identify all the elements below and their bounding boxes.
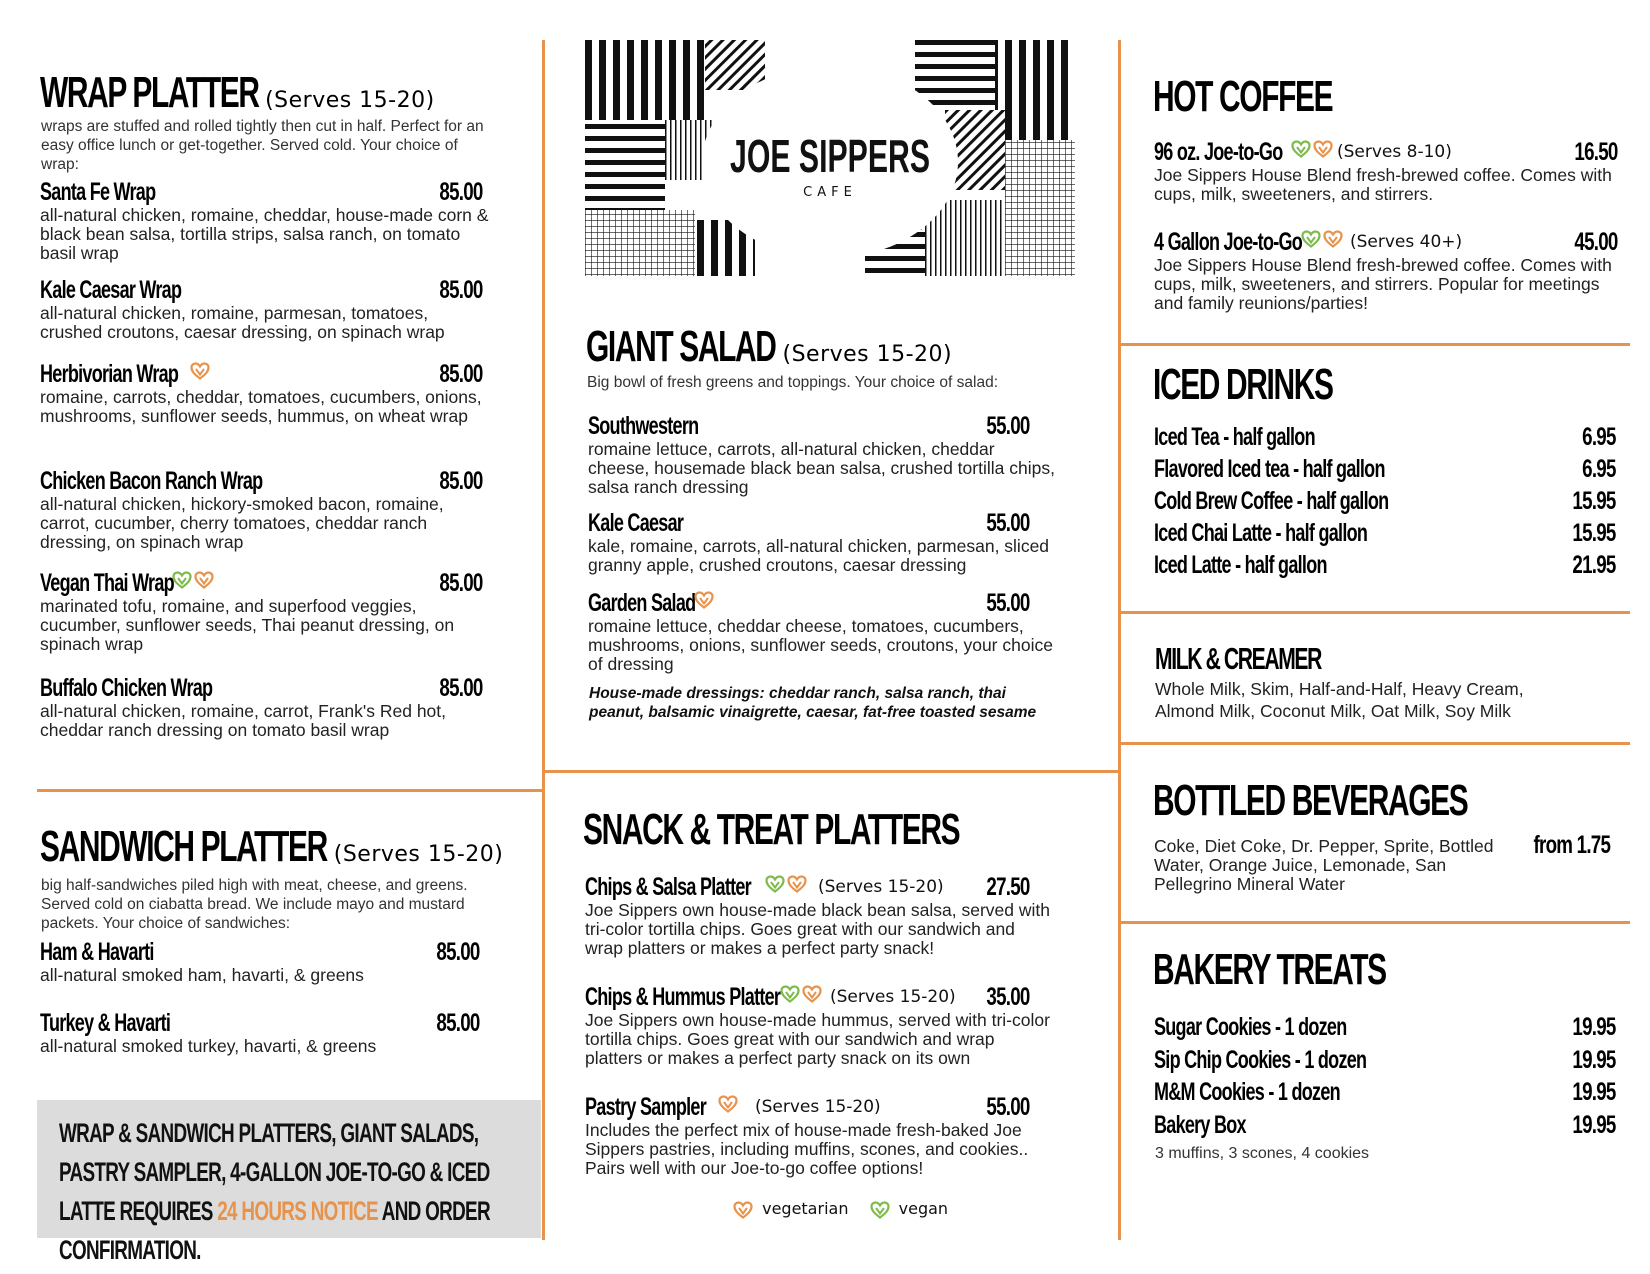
bottled-beverages-desc: Coke, Diet Coke, Dr. Pepper, Sprite, Bottled Water, Orange Juice, Lemonade, San Pellegrino Mineral Water (1154, 836, 1494, 894)
item-description: all-natural smoked ham, havarti, & greens (40, 965, 364, 985)
item-price: 6.95 (1582, 455, 1616, 483)
diet-icons (694, 591, 716, 609)
item-name: Vegan Thai Wrap (40, 569, 174, 597)
vegan-heart-icon (765, 875, 785, 892)
section-divider (1121, 742, 1630, 745)
item-name: Iced Tea - half gallon (1154, 423, 1315, 451)
item-price: 55.00 (986, 1093, 1030, 1121)
iced-drinks-list (1154, 423, 1616, 583)
menu-item (40, 674, 483, 754)
item-name: Iced Latte - half gallon (1154, 551, 1327, 579)
item-price: 21.95 (1572, 551, 1616, 579)
advance-notice-text (59, 1114, 514, 1270)
item-name: Iced Chai Latte - half gallon (1154, 519, 1368, 547)
item-name: Kale Caesar Wrap (40, 276, 182, 304)
item-price: 27.50 (986, 873, 1030, 901)
item-description: romaine lettuce, cheddar cheese, tomatoes, cucumbers, mushrooms, onions, sunflower seeds, croutons, your choice of dressing (588, 616, 1053, 674)
diet-icons (780, 985, 824, 1003)
dressings-note: House-made dressings: cheddar ranch, salsa ranch, thai peanut, balsamic vinaigrette, caesar, fat-free toasted sesame (589, 685, 1037, 721)
item-price: 19.95 (1572, 1110, 1616, 1139)
serves-note: (Serves 15-20) (333, 842, 504, 867)
logo-artwork (585, 40, 1075, 276)
vegetarian-heart-icon (694, 591, 714, 608)
item-name: Santa Fe Wrap (40, 178, 156, 206)
item-description: all-natural chicken, romaine, cheddar, house-made corn & black bean salsa, tortilla strips, salsa ranch, on tomato basil wrap (40, 205, 489, 263)
item-price: 85.00 (439, 569, 483, 597)
serves-note: (Serves 15-20) (782, 342, 952, 367)
vegetarian-heart-icon (718, 1095, 738, 1112)
item-price: 85.00 (439, 276, 483, 304)
item-name: Bakery Box (1154, 1110, 1246, 1139)
item-price: 16.50 (1574, 138, 1618, 166)
section-divider (1121, 921, 1630, 924)
notice-part2: AND ORDER CONFIRMATION. (59, 1196, 490, 1265)
item-name: Kale Caesar (588, 509, 684, 537)
menu-item (1154, 1013, 1616, 1043)
vegetarian-heart-icon (1313, 140, 1333, 157)
diet-icons (718, 1095, 740, 1113)
item-name: Turkey & Havarti (40, 1009, 171, 1037)
item-description: romaine, carrots, cheddar, tomatoes, cucumbers, onions, mushrooms, sunflower seeds, hummus, on wheat wrap (40, 387, 482, 426)
menu-item (1154, 455, 1616, 485)
section-divider (37, 789, 542, 792)
item-price: 15.95 (1572, 487, 1616, 515)
logo-name: JOE SIPPERS (730, 130, 930, 182)
notice-accent: 24 HOURS NOTICE (217, 1196, 378, 1226)
item-name: Herbivorian Wrap (40, 360, 179, 388)
section-title (40, 822, 504, 872)
item-name: Pastry Sampler (585, 1093, 706, 1121)
item-price: 85.00 (439, 178, 483, 206)
menu-item (40, 360, 483, 440)
menu-item (40, 276, 483, 356)
item-price: 6.95 (1582, 423, 1616, 451)
item-price: 85.00 (436, 1009, 480, 1037)
item-price: 19.95 (1572, 1045, 1616, 1074)
vegan-heart-icon (780, 985, 800, 1002)
column-divider-right (1118, 40, 1121, 1240)
menu-item (1154, 138, 1618, 218)
menu-item (588, 589, 1053, 674)
menu-item (40, 467, 483, 552)
item-name: Chips & Hummus Platter (585, 983, 781, 1011)
item-name: Garden Salad (588, 589, 696, 617)
vegan-heart-icon (1291, 140, 1311, 157)
item-price: 19.95 (1572, 1078, 1616, 1106)
serves-note: (Serves 15-20) (818, 877, 944, 897)
item-name: M&M Cookies - 1 dozen (1154, 1078, 1340, 1106)
menu-item (585, 1093, 1030, 1178)
item-name: Sugar Cookies - 1 dozen (1154, 1013, 1347, 1041)
serves-note: (Serves 15-20) (265, 88, 435, 113)
section-title (586, 322, 952, 372)
bottled-beverages-title: BOTTLED BEVERAGES (1153, 776, 1468, 825)
item-description: Includes the perfect mix of house-made fresh-baked Joe Sippers pastries, including muffins, scones, and cookies.. Pairs well with our Joe-to-go coffee options! (585, 1120, 1029, 1178)
menu-item (1154, 551, 1616, 581)
item-name: Buffalo Chicken Wrap (40, 674, 213, 702)
serves-note: (Serves 8-10) (1337, 142, 1452, 162)
bakery-treats-title: BAKERY TREATS (1153, 945, 1386, 994)
vegetarian-heart-icon (787, 875, 807, 892)
item-description: Joe Sippers House Blend fresh-brewed coffee. Comes with cups, milk, sweeteners, and stirrers. (1154, 165, 1612, 204)
vegan-heart-icon (870, 1199, 890, 1218)
item-price: 85.00 (439, 674, 483, 702)
item-price: 55.00 (986, 412, 1030, 440)
item-description: Joe Sippers own house-made hummus, served with tri-color tortilla chips. Goes great with our sandwich and wrap platters or makes a perfect party snack on its own (585, 1010, 1050, 1068)
menu-item (1154, 487, 1616, 517)
serves-note: (Serves 40+) (1350, 232, 1463, 252)
vegetarian-heart-icon (190, 362, 210, 379)
menu-item (1154, 1111, 1616, 1141)
vegan-heart-icon (1301, 230, 1321, 247)
item-price: 19.95 (1572, 1013, 1616, 1041)
wrap-platter-intro: wraps are stuffed and rolled tightly then cut in half. Perfect for an easy office lunch or get-together. Served cold. Your choice of wrap: (41, 118, 484, 173)
logo-subtitle: CAFE (803, 185, 857, 200)
giant-salad-title: GIANT SALAD (586, 322, 776, 371)
item-price: 85.00 (439, 467, 483, 495)
item-description: kale, romaine, carrots, all-natural chicken, parmesan, sliced granny apple, crushed croutons, caesar dressing (588, 536, 1050, 575)
giant-salad-intro: Big bowl of fresh greens and toppings. Your choice of salad: (587, 374, 999, 391)
item-description: all-natural chicken, romaine, parmesan, tomatoes, crushed croutons, caesar dressing, on spinach wrap (40, 303, 445, 342)
section-divider (1121, 343, 1630, 346)
menu-item (588, 509, 1050, 589)
diet-icons (172, 571, 216, 589)
menu-item (1154, 423, 1616, 453)
diet-icons (765, 875, 809, 893)
bakery-box-desc: 3 muffins, 3 scones, 4 cookies (1155, 1145, 1370, 1162)
diet-icons (1301, 230, 1345, 248)
item-description: Joe Sippers own house-made black bean salsa, served with tri-color tortilla chips. Goes great with our sandwich and wrap platters or makes a perfect party snack! (585, 900, 1050, 958)
item-name: Cold Brew Coffee - half gallon (1154, 487, 1389, 515)
menu-item (40, 1009, 480, 1089)
item-price: 15.95 (1572, 519, 1616, 547)
section-divider (1121, 611, 1630, 614)
joe-sippers-logo (585, 40, 1075, 276)
menu-item (588, 412, 1055, 497)
notice-part1: WRAP & SANDWICH PLATTERS, GIANT SALADS, PASTRY SAMPLER, 4-GALLON JOE-TO-GO & ICED LATTE REQUIRES (59, 1118, 490, 1226)
menu-item (1154, 1046, 1616, 1076)
vegetarian-heart-icon (802, 985, 822, 1002)
serves-note: (Serves 15-20) (830, 987, 956, 1007)
milk-creamer-title: MILK & CREAMER (1155, 641, 1321, 676)
legend-vegetarian-label: vegetarian (762, 1199, 849, 1218)
diet-legend (733, 1199, 948, 1219)
sandwich-platter-title: SANDWICH PLATTER (40, 822, 327, 871)
menu-item (40, 178, 489, 263)
item-name: Flavored Iced tea - half gallon (1154, 455, 1385, 483)
item-description: all-natural chicken, hickory-smoked bacon, romaine, carrot, cucumber, cherry tomatoes, cheddar ranch dressing, on spinach wrap (40, 494, 444, 552)
diet-icons (1291, 140, 1335, 158)
hot-coffee-title: HOT COFFEE (1153, 72, 1333, 121)
menu-item (40, 569, 483, 654)
item-name: 96 oz. Joe-to-Go (1154, 138, 1283, 166)
menu-item (40, 938, 480, 1018)
item-price: 55.00 (986, 509, 1030, 537)
diet-icons (190, 362, 212, 380)
menu-item (1154, 228, 1618, 313)
item-price: 85.00 (436, 938, 480, 966)
item-name: Sip Chip Cookies - 1 dozen (1154, 1045, 1367, 1074)
item-price: 45.00 (1574, 228, 1618, 256)
menu-item (585, 873, 1050, 958)
vegetarian-heart-icon (194, 571, 214, 588)
item-name: Chicken Bacon Ranch Wrap (40, 467, 263, 495)
item-name: Ham & Havarti (40, 938, 154, 966)
menu-item (1154, 519, 1616, 549)
item-price: 55.00 (986, 589, 1030, 617)
iced-drinks-title: ICED DRINKS (1153, 360, 1333, 409)
sandwich-platter-intro: big half-sandwiches piled high with meat, cheese, and greens. Served cold on ciabatta bread. We include mayo and mustard packets. Your choice of sandwiches: (41, 877, 468, 932)
snack-platters-title: SNACK & TREAT PLATTERS (583, 805, 960, 854)
menu-item (1154, 1078, 1616, 1108)
item-name: Southwestern (588, 412, 699, 440)
item-price: 85.00 (439, 360, 483, 388)
item-description: Joe Sippers House Blend fresh-brewed coffee. Comes with cups, milk, sweeteners, and stirrers. Popular for meetings and family reunions/parties! (1154, 255, 1612, 313)
item-description: marinated tofu, romaine, and superfood veggies, cucumber, sunflower seeds, Thai peanut dressing, on spinach wrap (40, 596, 455, 654)
legend-vegan-label: vegan (898, 1199, 949, 1218)
vegetarian-heart-icon (1323, 230, 1343, 247)
item-name: Chips & Salsa Platter (585, 873, 751, 901)
bottled-beverages-price: from 1.75 (1533, 831, 1610, 859)
item-name: 4 Gallon Joe-to-Go (1154, 228, 1303, 256)
item-description: romaine lettuce, carrots, all-natural chicken, cheddar cheese, housemade black bean salsa, crushed tortilla chips, salsa ranch dressing (588, 439, 1055, 497)
bakery-list (1154, 1013, 1616, 1143)
section-title (40, 68, 435, 118)
serves-note: (Serves 15-20) (755, 1097, 881, 1117)
advance-notice-box (37, 1100, 541, 1265)
vegetarian-heart-icon (733, 1199, 753, 1218)
menu-item (585, 983, 1050, 1068)
section-divider (545, 770, 1118, 773)
milk-creamer-desc: Whole Milk, Skim, Half-and-Half, Heavy Cream, Almond Milk, Coconut Milk, Oat Milk, Soy Milk (1155, 679, 1524, 721)
vegan-heart-icon (172, 571, 192, 588)
item-price: 35.00 (986, 983, 1030, 1011)
wrap-platter-title: WRAP PLATTER (40, 68, 259, 117)
column-divider-left (542, 40, 545, 1240)
item-description: all-natural smoked turkey, havarti, & greens (40, 1036, 377, 1056)
item-description: all-natural chicken, romaine, carrot, Frank's Red hot, cheddar ranch dressing on tomato basil wrap (40, 701, 447, 740)
